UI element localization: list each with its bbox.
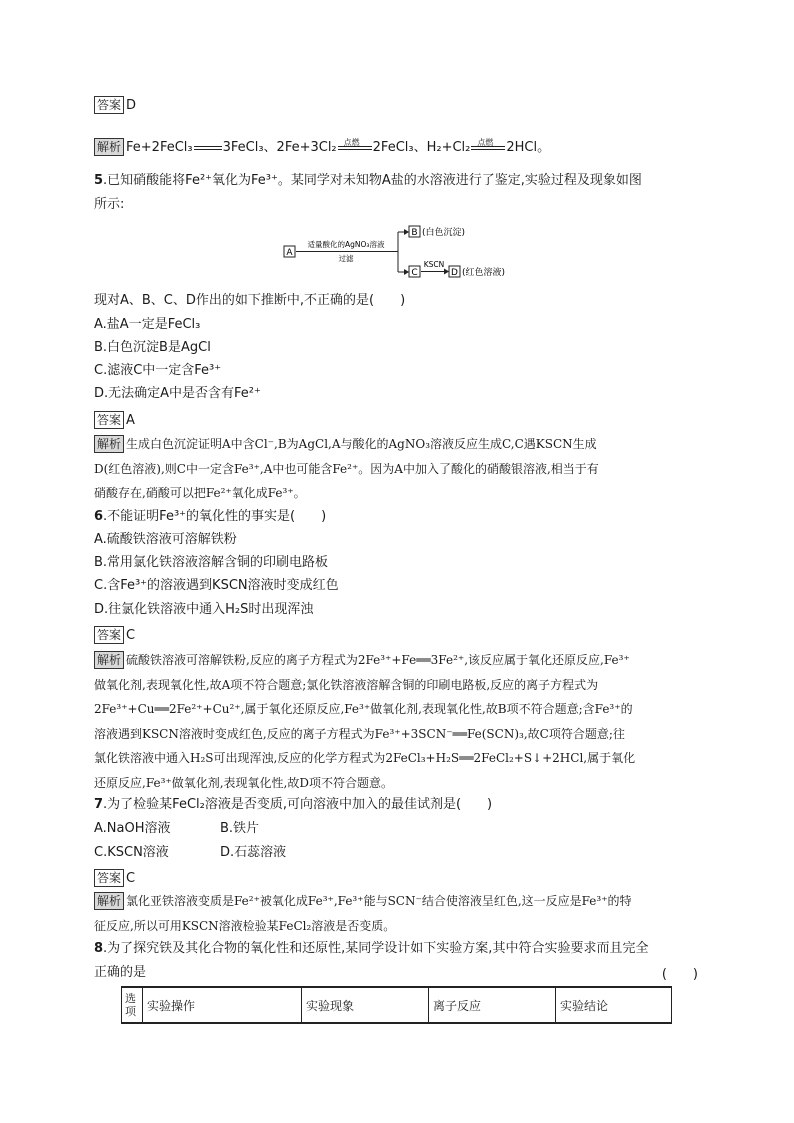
q7-option-c: C.KSCN溶液	[94, 845, 169, 860]
q5-flow-diagram	[282, 222, 522, 280]
explanation-line: 氯化铁溶液中通入H₂S可出现浑浊,反应的化学方程式为2FeCl₃+H₂S══2FeCl₂+S↓+2HCl,属于氧化	[94, 751, 636, 765]
equation-part: 2HCl。	[506, 140, 551, 155]
explanation-line: 2Fe³⁺+Cu══2Fe²⁺+Cu²⁺,属于氧化还原反应,Fe³⁺做氧化剂,表现氧化性,故B项不符合题意;含Fe³⁺的	[94, 702, 633, 716]
explanation-line: 还原反应,Fe³⁺做氧化剂,表现氧化性,故D项不符合题意。	[94, 775, 393, 790]
q8-stem-cont	[94, 963, 704, 983]
b-note: (白色沉淀)	[422, 228, 466, 238]
answer-value: D	[126, 98, 137, 113]
q7-stem	[94, 795, 704, 815]
q6-option-d: D.往氯化铁溶液中通入H₂S时出现浑浊	[94, 602, 314, 617]
q4-explanation-row	[94, 138, 704, 158]
q6-answer-row	[94, 626, 704, 646]
condition-equals	[338, 137, 372, 150]
q8-stem	[94, 939, 704, 959]
question-number: 8	[94, 941, 104, 956]
q5-option-a: A.盐A一定是FeCl₃	[94, 317, 201, 332]
question-number: 7	[94, 797, 104, 812]
q5-stem	[94, 171, 704, 191]
box-a-label: A	[286, 248, 293, 258]
question-text: .已知硝酸能将Fe²⁺氧化为Fe³⁺。某同学对未知物A盐的水溶液进行了鉴定,实验过程及现象如图	[103, 173, 642, 188]
q5-explanation	[94, 432, 704, 506]
table-header-row	[122, 987, 672, 1023]
question-text: .为了探究铁及其化合物的氧化性和还原性,某同学设计如下实验方案,其中符合实验要求而且完全	[103, 941, 649, 956]
answer-blank: ( )	[661, 967, 698, 982]
table-header-cell: 离子反应	[429, 987, 556, 1023]
table-header-cell: 实验现象	[302, 987, 429, 1023]
explanation-text: 硫酸铁溶液可溶解铁粉,反应的离子方程式为2Fe³⁺+Fe══3Fe²⁺,该反应属于氧化还原反应,Fe³⁺	[126, 653, 630, 667]
arrowhead-b	[404, 229, 409, 235]
explanation-line: 征反应,所以可用KSCN溶液检验某FeCl₂溶液是否变质。	[94, 918, 396, 933]
equation-part: 3FeCl₃、2Fe+3Cl₂	[222, 140, 337, 155]
equals-sign	[194, 146, 222, 150]
answer-tag: 答案	[94, 626, 124, 644]
box-c-label: C	[411, 268, 418, 278]
table-header-cell: 实验操作	[143, 987, 302, 1023]
arrow-top-label: 适量酸化的AgNO₃溶液	[307, 240, 385, 249]
answer-tag: 答案	[94, 411, 124, 429]
explanation-line: 硝酸存在,硝酸可以把Fe²⁺氧化成Fe³⁺。	[94, 486, 306, 500]
q7-option-b: B.铁片	[220, 821, 260, 836]
box-b-label: B	[411, 228, 418, 238]
explanation-line: 做氧化剂,表现氧化性,故A项不符合题意;氯化铁溶液溶解含铜的印刷电路板,反应的离子方程式为	[94, 677, 599, 692]
explanation-tag: 解析	[94, 892, 124, 910]
answer-tag: 答案	[94, 869, 124, 887]
arrow-bottom-label: 过滤	[338, 254, 354, 263]
explanation-line	[94, 648, 704, 673]
q5-stem-cont	[94, 195, 704, 215]
box-d-label: D	[451, 268, 458, 278]
condition-equals	[471, 137, 505, 150]
q5-option-c: C.滤液C中一定含Fe³⁺	[94, 363, 222, 378]
question-text: .为了检验某FeCl₂溶液是否变质,可向溶液中加入的最佳试剂是( )	[103, 797, 493, 812]
q6-explanation	[94, 648, 704, 795]
q4-answer-row	[94, 96, 704, 116]
q5-answer-row	[94, 411, 704, 431]
question-text: 所示:	[94, 197, 125, 212]
arrowhead-c	[404, 269, 409, 275]
explanation-tag: 解析	[94, 435, 124, 453]
explanation-line	[94, 889, 704, 914]
table-header-cell: 选项	[122, 987, 143, 1023]
explanation-text: 氯化亚铁溶液变质是Fe²⁺被氧化成Fe³⁺,Fe³⁺能与SCN⁻结合使溶液呈红色,这一反应是Fe³⁺的特	[126, 894, 632, 908]
equation-part: Fe+2FeCl₃	[126, 140, 193, 155]
question-number: 5	[94, 173, 104, 188]
q6-option-a: A.硫酸铁溶液可溶解铁粉	[94, 532, 237, 547]
explanation-text: 生成白色沉淀证明A中含Cl⁻,B为AgCl,A与酸化的AgNO₃溶液反应生成C,C遇KSCN生成	[126, 437, 597, 451]
q7-answer-row	[94, 869, 704, 889]
answer-value: A	[126, 413, 135, 428]
condition-label: 点燃	[343, 137, 360, 147]
explanation-line: 溶液遇到KSCN溶液时变成红色,反应的离子方程式为Fe³⁺+3SCN⁻══Fe(SCN)₃,故C项符合题意;往	[94, 726, 625, 741]
question-number: 6	[94, 509, 104, 524]
q6-option-c: C.含Fe³⁺的溶液遇到KSCN溶液时变成红色	[94, 578, 339, 593]
q6-stem	[94, 507, 704, 527]
question-text: 正确的是	[94, 965, 147, 980]
condition-label: 点燃	[477, 137, 494, 147]
answer-value: C	[126, 871, 136, 886]
q6-option-b: B.常用氯化铁溶液溶解含铜的印刷电路板	[94, 555, 329, 570]
explanation-line	[94, 432, 704, 457]
q7-option-a: A.NaOH溶液	[94, 821, 171, 836]
table-header-cell: 实验结论	[556, 987, 672, 1023]
question-text: .不能证明Fe³⁺的氧化性的事实是( )	[103, 509, 327, 524]
arrowhead-d	[444, 269, 449, 275]
q5-option-b: B.白色沉淀B是AgCl	[94, 340, 211, 355]
q7-option-d: D.石蕊溶液	[220, 845, 287, 860]
q7-explanation	[94, 889, 704, 938]
d-note: (红色溶液)	[462, 268, 506, 278]
explanation-tag: 解析	[94, 651, 124, 669]
explanation-tag: 解析	[94, 138, 124, 156]
kscn-label: KSCN	[423, 260, 445, 269]
q5-option-d: D.无法确定A中是否含有Fe²⁺	[94, 386, 261, 401]
answer-value: C	[126, 628, 136, 643]
equation-part: 2FeCl₃、H₂+Cl₂	[372, 140, 471, 155]
explanation-line: D(红色溶液),则C中一定含Fe³⁺,A中也可能含Fe²⁺。因为A中加入了酸化的硝酸银溶液,相当于有	[94, 461, 599, 476]
q8-options-table	[121, 986, 672, 1024]
q5-question: 现对A、B、C、D作出的如下推断中,不正确的是( )	[94, 293, 406, 308]
answer-tag: 答案	[94, 96, 124, 114]
